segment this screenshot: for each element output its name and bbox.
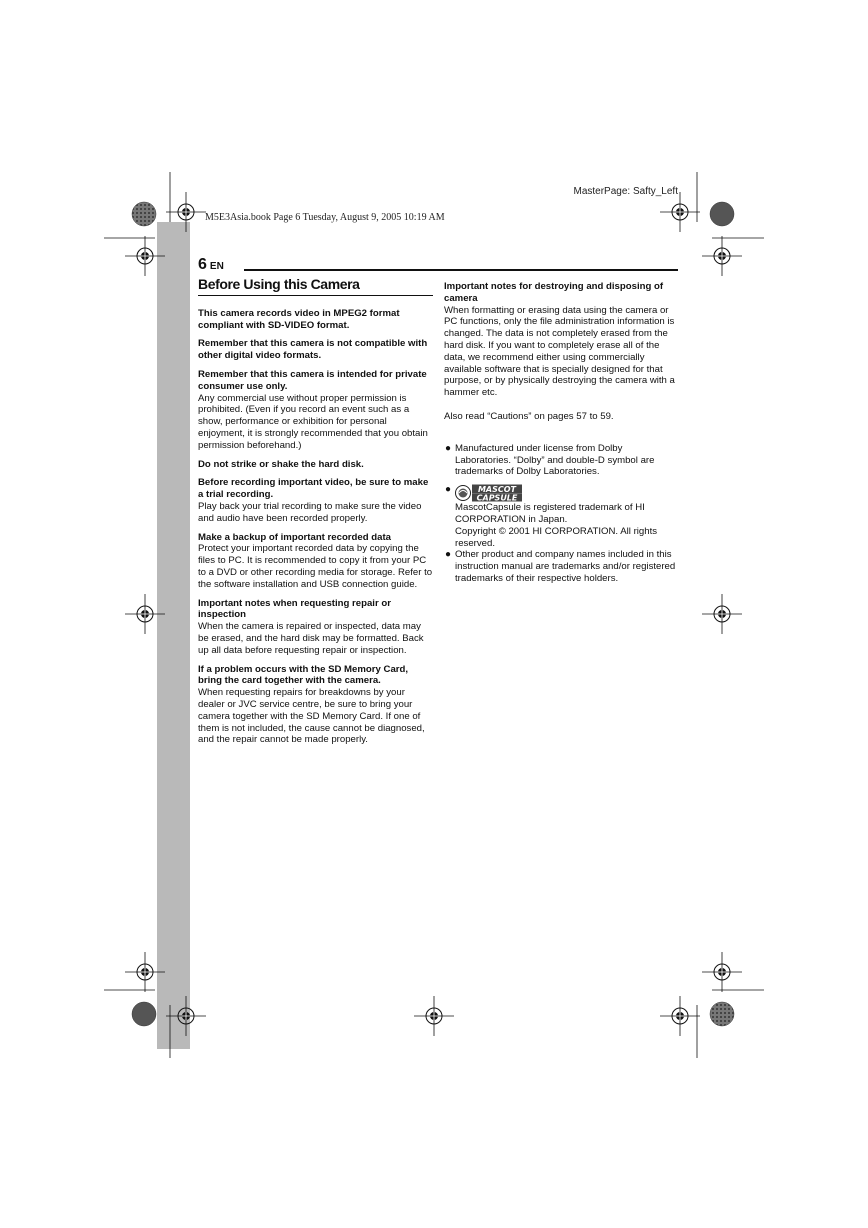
color-rosette [710, 1002, 734, 1026]
color-rosette [710, 202, 734, 226]
registration-mark [660, 996, 700, 1036]
note-text: When the camera is repaired or inspected, data may be erased, and the hard disk may be formatted. Back up all data before requesting repair or inspection. [198, 621, 424, 656]
note-text: Any commercial use without proper permission is prohibited. (Even if you record an event such as a show, performance or exhibition for personal enjoyment, it is strongly recommended that you obtain permission beforehand.) [198, 392, 428, 451]
note-heading: Do not strike or shake the hard disk. [198, 458, 364, 470]
dispose-heading: Important notes for destroying and disposing of camera [444, 281, 664, 304]
note-heading: This camera records video in MPEG2 format compliant with SD-VIDEO format. [198, 307, 400, 331]
page-number-value: 6 [198, 256, 207, 273]
registration-mark [125, 236, 165, 276]
note-text: When requesting repairs for breakdowns by your dealer or JVC service centre, be sure to bring your camera together with the SD Memory Card. If one of them is not included, the cause cannot be diagnosed, and the repair cannot be made properly. [198, 687, 425, 746]
page-language: EN [209, 261, 224, 272]
mascot-text-1: MascotCapsule is registered trademark of HI CORPORATION in Japan. [455, 502, 645, 525]
registration-mark [414, 996, 454, 1036]
mascot-text-2: Copyright © 2001 HI CORPORATION. All rights reserved. [455, 525, 658, 549]
note-heading: If a problem occurs with the SD Memory Card, bring the card together with the camera. [198, 663, 409, 687]
color-rosette [132, 1002, 156, 1026]
dolby-text: Manufactured under license from Dolby Laboratories. “Dolby” and double-D symbol are trademarks of Dolby Laboratories. [455, 442, 655, 478]
registration-mark [702, 594, 742, 634]
also-read-note: Also read “Cautions” on pages 57 to 59. [444, 410, 614, 422]
bullet-icon: ● [445, 549, 452, 561]
registration-mark [702, 236, 742, 276]
note-heading: Remember that this camera is intended for private consumer use only. [198, 368, 427, 392]
note-text: Protect your important recorded data by copying the files to PC. It is recommended to copy it from your PC to a DVD or other recording media for storage. Refer to the software installation and USB connection guide. [198, 543, 433, 590]
registration-mark [125, 952, 165, 992]
other-trademarks-text: Other product and company names included in this instruction manual are trademarks and/or registered trademarks of their respective holders. [455, 549, 676, 584]
registration-mark [166, 192, 206, 232]
note-heading: Make a backup of important recorded data [198, 531, 391, 543]
color-rosette [132, 202, 156, 226]
logo-text-mascot: MASCOT [477, 484, 517, 494]
note-heading: Before recording important video, be sure to make a trial recording. [198, 477, 429, 501]
master-page-label: MasterPage: Safty_Left [573, 186, 678, 197]
registration-mark [702, 952, 742, 992]
book-info-line: M5E3Asia.book Page 6 Tuesday, August 9, 2005 10:19 AM [205, 212, 445, 223]
section-title: Before Using this Camera [198, 279, 433, 296]
note-heading: Remember that this camera is not compatible with other digital video formats. [198, 338, 428, 362]
registration-mark [125, 594, 165, 634]
note-heading: Important notes when requesting repair or inspection [198, 597, 391, 621]
registration-mark [660, 192, 700, 232]
logo-text-capsule: CAPSULE [476, 493, 518, 503]
bullet-icon: ● [445, 442, 452, 454]
dispose-text: When formatting or erasing data using the camera or PC functions, only the file administration information is changed. The data is not completely erased from the hard disk. If you want to completely erase all of the data, we recommend either using commercially available software that is specially designed for that purpose, or by physically destroying the camera with a hammer etc. [444, 304, 675, 399]
registration-mark [166, 996, 206, 1036]
note-text: Play back your trial recording to make sure the video and audio have been recorded properly. [198, 500, 422, 524]
bullet-icon: ● [445, 484, 452, 496]
